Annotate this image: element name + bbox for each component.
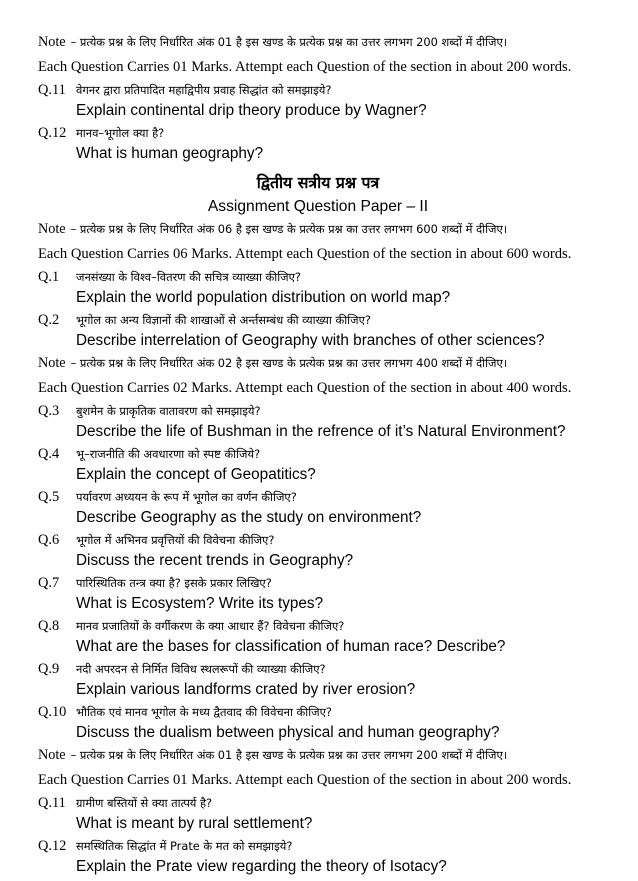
question-english: Describe interrelation of Geography with branches of other sciences? <box>76 332 545 349</box>
question-english: Explain continental drip theory produce by Wagner? <box>76 102 427 119</box>
question-hindi: समस्थितिक सिद्धांत में Prate के मत को समझाइये? <box>76 839 293 853</box>
question-number: Q.1 <box>38 269 60 285</box>
question-hindi: पर्यावरण अध्ययन के रूप में भूगोल का वर्णन कीजिए? <box>76 490 297 504</box>
instruction-block <box>38 355 598 747</box>
instruction-block <box>38 221 598 355</box>
question-item <box>38 403 598 446</box>
marks-instruction: Each Question Carries 02 Marks. Attempt each Question of the section in about 400 words. <box>38 380 572 396</box>
question-english: Describe the life of Bushman in the refrence of it’s Natural Environment? <box>76 423 566 440</box>
question-number: Q.10 <box>38 704 67 720</box>
question-item <box>38 82 598 125</box>
question-english: What is human geography? <box>76 145 264 162</box>
question-hindi: भूगोल में अभिनव प्रवृत्तियों की विवेचना कीजिए? <box>76 533 275 547</box>
paper-heading <box>38 168 598 221</box>
question-english: Describe Geography as the study on environment? <box>76 509 422 526</box>
note-line <box>38 221 598 246</box>
note-text: – प्रत्येक प्रश्न के लिए निर्धारित अंक 06 है इस खण्ड के प्रत्येक प्रश्न का उत्तर लगभग 600 शब्दों में दीजिए। <box>70 222 508 236</box>
question-hindi: मानव प्रजातियों के वर्गीकरण के क्या आधार हैं? विवेचना कीजिए? <box>76 619 345 633</box>
note-text: – प्रत्येक प्रश्न के लिए निर्धारित अंक 02 है इस खण्ड के प्रत्येक प्रश्न का उत्तर लगभग 400 शब्दों में दीजिए। <box>70 356 508 370</box>
question-english: Explain the Prate view regarding the theory of Isotacy? <box>76 858 447 875</box>
question-hindi: नदी अपरदन से निर्मित विविध स्थलरूपों की व्याख्या कीजिए? <box>76 662 326 676</box>
question-english: Explain the concept of Geopatitics? <box>76 466 316 483</box>
question-item <box>38 795 598 838</box>
question-hindi: वेगनर द्वारा प्रतिपादित महाद्विपीय प्रवाह सिद्धांत को समझाइये? <box>76 83 332 97</box>
question-number: Q.11 <box>38 795 66 811</box>
question-item <box>38 532 598 575</box>
question-number: Q.12 <box>38 838 67 854</box>
question-hindi: भौतिक एवं मानव भूगोल के मध्य द्वैतवाद की विवेचना कीजिए? <box>76 705 332 719</box>
question-number: Q.6 <box>38 532 60 548</box>
question-hindi: भूगोल का अन्य विज्ञानों की शाखाओं से अर्न्तसम्बंध की व्याख्या कीजिए? <box>76 313 371 327</box>
question-english: What is Ecosystem? Write its types? <box>76 595 324 612</box>
question-hindi: मानव–भूगोल क्या है? <box>76 126 165 140</box>
note-label: Note <box>38 221 66 237</box>
marks-instruction: Each Question Carries 06 Marks. Attempt each Question of the section in about 600 words. <box>38 246 572 262</box>
marks-instruction: Each Question Carries 01 Marks. Attempt each Question of the section in about 200 words. <box>38 59 572 75</box>
question-number: Q.8 <box>38 618 60 634</box>
question-item <box>38 125 598 168</box>
question-item <box>38 575 598 618</box>
note-label: Note <box>38 355 66 371</box>
note-line <box>38 34 598 59</box>
question-number: Q.5 <box>38 489 60 505</box>
question-item <box>38 269 598 312</box>
question-number: Q.3 <box>38 403 60 419</box>
question-number: Q.4 <box>38 446 60 462</box>
question-item <box>38 704 598 747</box>
question-english: Explain the world population distribution on world map? <box>76 289 451 306</box>
question-item <box>38 312 598 355</box>
instruction-block <box>38 747 598 881</box>
question-item <box>38 489 598 532</box>
instruction-block <box>38 34 598 168</box>
question-english: Discuss the recent trends in Geography? <box>76 552 354 569</box>
question-hindi: बुशमेन के प्राकृतिक वातावरण को समझाइये? <box>76 404 261 418</box>
question-number: Q.11 <box>38 82 66 98</box>
note-line <box>38 747 598 772</box>
question-english: What are the bases for classification of human race? Describe? <box>76 638 506 655</box>
question-english: Explain various landforms crated by river erosion? <box>76 681 416 698</box>
question-hindi: पारिस्थितिक तन्त्र क्या है? इसके प्रकार लिखिए? <box>76 576 272 590</box>
marks-instruction: Each Question Carries 01 Marks. Attempt each Question of the section in about 200 words. <box>38 772 572 788</box>
document-page <box>38 34 598 881</box>
question-item <box>38 446 598 489</box>
note-line <box>38 355 598 380</box>
paper-title-hindi: द्वितीय सत्रीय प्रश्न पत्र <box>256 173 380 192</box>
note-label: Note <box>38 34 66 50</box>
question-item <box>38 838 598 881</box>
question-hindi: ग्रामीण बस्तियों से क्या तात्पर्य है? <box>76 796 213 810</box>
note-label: Note <box>38 747 66 763</box>
question-english: What is meant by rural settlement? <box>76 815 313 832</box>
question-number: Q.9 <box>38 661 60 677</box>
question-item <box>38 618 598 661</box>
question-english: Discuss the dualism between physical and human geography? <box>76 724 500 741</box>
question-number: Q.2 <box>38 312 60 328</box>
question-item <box>38 661 598 704</box>
question-number: Q.7 <box>38 575 60 591</box>
note-text: – प्रत्येक प्रश्न के लिए निर्धारित अंक 01 है इस खण्ड के प्रत्येक प्रश्न का उत्तर लगभग 200 शब्दों में दीजिए। <box>70 748 508 762</box>
question-hindi: जनसंख्या के विश्व–वितरण की सचित्र व्याख्या कीजिए? <box>76 270 301 284</box>
question-number: Q.12 <box>38 125 67 141</box>
paper-title-english: Assignment Question Paper – II <box>207 198 429 215</box>
question-hindi: भू–राजनीति की अवधारणा को स्पष्ट कीजिये? <box>76 447 261 461</box>
note-text: – प्रत्येक प्रश्न के लिए निर्धारित अंक 01 है इस खण्ड के प्रत्येक प्रश्न का उत्तर लगभग 200 शब्दों में दीजिए। <box>70 35 508 49</box>
